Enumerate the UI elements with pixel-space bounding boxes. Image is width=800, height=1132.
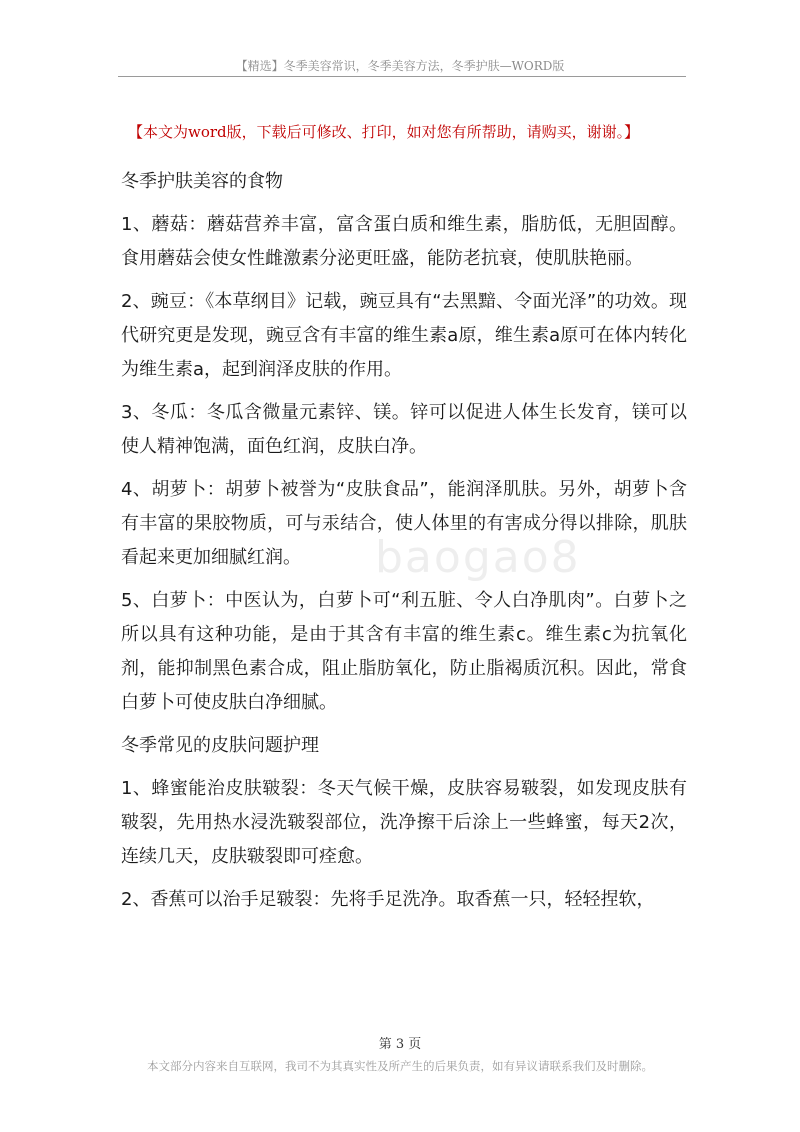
document-header: 【精选】冬季美容常识，冬季美容方法，冬季护肤—WORD版 (235, 59, 565, 73)
paragraph-carrot: 4、胡萝卜：胡萝卜被誉为“皮肤食品”，能润泽肌肤。另外，胡萝卜含有丰富的果胶物质，可与汞结合，使人体里的有害成分得以排除，肌肤看起来更加细腻红润。 (121, 479, 687, 568)
document-body (121, 165, 687, 926)
paragraph-winter-melon: 3、冬瓜：冬瓜含微量元素锌、镁。锌可以促进人体生长发育，镁可以使人精神饱满，面色红润，皮肤白净。 (121, 402, 687, 457)
section-title-skin-care: 冬季常见的皮肤问题护理 (121, 735, 319, 756)
section-title-winter-foods: 冬季护肤美容的食物 (121, 171, 283, 192)
paragraph-peas: 2、豌豆：《本草纲目》记载，豌豆具有“去黑黯、令面光泽”的功效。现代研究更是发现，豌豆含有丰富的维生素a原，维生素a原可在体内转化为维生素a，起到润泽皮肤的作用。 (121, 291, 687, 380)
paragraph-white-radish: 5、白萝卜：中医认为，白萝卜可“利五脏、令人白净肌肉”。白萝卜之所以具有这种功能，是由于其含有丰富的维生素c。维生素c为抗氧化剂，能抑制黑色素合成，阻止脂肪氧化，防止脂褐质沉积。因此，常食白萝卜可使皮肤白净细腻。 (121, 590, 687, 713)
page-number: 第 3 页 (378, 1037, 422, 1052)
watermark: baogao8 (375, 532, 581, 583)
paragraph-mushroom: 1、蘑菇：蘑菇营养丰富，富含蛋白质和维生素，脂肪低，无胆固醇。食用蘑菇会使女性雌激素分泌更旺盛，能防老抗衰，使肌肤艳丽。 (121, 214, 687, 269)
word-version-notice: 【本文为word版，下载后可修改、打印，如对您有所帮助，请购买，谢谢。】 (128, 123, 640, 141)
document-footer: 本文部分内容来自互联网，我司不为其真实性及所产生的后果负责，如有异议请联系我们及时删除。 (147, 1059, 653, 1073)
paragraph-honey: 1、蜂蜜能治皮肤皲裂：冬天气候干燥，皮肤容易皲裂，如发现皮肤有皲裂，先用热水浸洗皲裂部位，洗净擦干后涂上一些蜂蜜，每天2次，连续几天，皮肤皲裂即可痊愈。 (121, 778, 687, 867)
paragraph-banana: 2、香蕉可以治手足皲裂：先将手足洗净。取香蕉一只，轻轻捏软， (121, 889, 655, 910)
header-divider (118, 76, 686, 77)
